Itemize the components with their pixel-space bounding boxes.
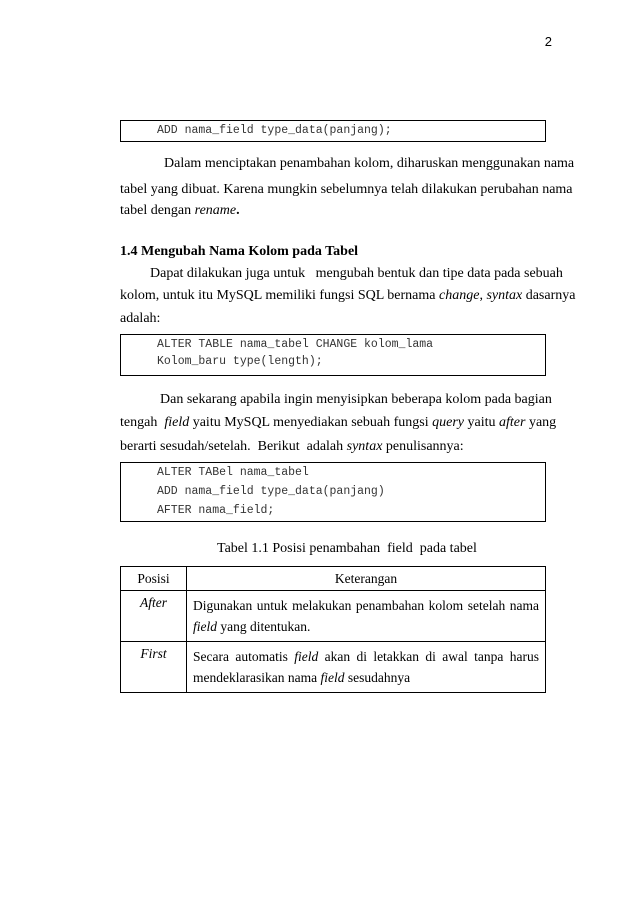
cell-text: Secara automatis bbox=[193, 649, 295, 664]
code-line: AFTER nama_field; bbox=[157, 504, 275, 517]
paragraph-text: yang bbox=[525, 415, 557, 430]
paragraph-line bbox=[120, 439, 546, 455]
code-line: Kolom_baru type(length); bbox=[157, 355, 323, 368]
section-heading: 1.4 Mengubah Nama Kolom pada Tabel bbox=[120, 244, 359, 259]
paragraph-line bbox=[164, 156, 575, 172]
table-cell-posisi: After bbox=[121, 591, 187, 642]
emphasis-text: rename bbox=[194, 203, 237, 218]
table-caption: Tabel 1.1 Posisi penambahan field pada tabel bbox=[217, 541, 477, 556]
paragraph-text: dasarnya bbox=[522, 288, 576, 303]
emphasis-text: query bbox=[432, 415, 464, 430]
code-line: ADD nama_field type_data(panjang); bbox=[157, 124, 392, 137]
table-row bbox=[121, 591, 546, 642]
emphasis-text: field bbox=[320, 670, 345, 685]
emphasis-text: field bbox=[294, 649, 319, 664]
table-header-keterangan: Keterangan bbox=[187, 567, 546, 591]
code-line: ALTER TABLE nama_tabel CHANGE kolom_lama bbox=[157, 338, 434, 351]
paragraph-line bbox=[120, 182, 573, 198]
table-cell-keterangan bbox=[187, 642, 546, 693]
paragraph-text: tengah bbox=[120, 415, 165, 430]
cell-text-line bbox=[193, 667, 539, 688]
paragraph-text: Dapat dilakukan juga untuk mengubah bentuk dan tipe data pada sebuah bbox=[150, 266, 563, 281]
paragraph-text: . bbox=[236, 203, 240, 218]
code-line: ADD nama_field type_data(panjang) bbox=[157, 485, 385, 498]
cell-text: mendeklarasikan nama bbox=[193, 670, 321, 685]
code-block-after-field bbox=[120, 462, 546, 522]
table-cell-posisi: First bbox=[121, 642, 187, 693]
paragraph-line bbox=[150, 266, 563, 282]
paragraph-text: Dan sekarang apabila ingin menyisipkan beberapa kolom pada bagian bbox=[160, 392, 552, 407]
code-block-change-column bbox=[120, 334, 546, 376]
cell-text-line bbox=[193, 616, 539, 637]
paragraph-text: kolom, untuk itu MySQL memiliki fungsi SQL bernama bbox=[120, 288, 439, 303]
code-line: ALTER TABel nama_tabel bbox=[157, 466, 309, 479]
cell-text: sesudahnya bbox=[344, 670, 411, 685]
paragraph-line bbox=[120, 288, 576, 304]
paragraph-line: adalah: bbox=[120, 311, 161, 326]
emphasis-text: field bbox=[164, 415, 190, 430]
cell-text-line bbox=[193, 646, 539, 667]
code-block-add-field bbox=[120, 120, 546, 142]
cell-text: Digunakan untuk melakukan penambahan kolom setelah nama bbox=[193, 598, 539, 613]
paragraph-text: tabel dengan bbox=[120, 203, 195, 218]
table-header-posisi: Posisi bbox=[121, 567, 187, 591]
cell-text: akan di letakkan di awal tanpa harus bbox=[318, 649, 539, 664]
position-table bbox=[120, 566, 546, 693]
paragraph-text: penulisannya: bbox=[382, 439, 464, 454]
page-number: 2 bbox=[544, 34, 552, 49]
emphasis-text: syntax bbox=[486, 288, 523, 303]
emphasis-text: syntax bbox=[346, 439, 383, 454]
table-row bbox=[121, 642, 546, 693]
paragraph-line bbox=[120, 203, 546, 219]
paragraph-text: , bbox=[479, 288, 487, 303]
paragraph-line bbox=[120, 415, 557, 431]
emphasis-text: after bbox=[499, 415, 526, 430]
paragraph-text: tabel yang dibuat. Karena mungkin sebelumnya telah dilakukan perubahan nama bbox=[120, 182, 573, 197]
paragraph-text: Dalam menciptakan penambahan kolom, diharuskan menggunakan nama bbox=[164, 156, 575, 171]
paragraph-line bbox=[160, 392, 552, 408]
paragraph-text: berarti sesudah/setelah. Berikut adalah bbox=[120, 439, 347, 454]
paragraph-text: yaitu bbox=[464, 415, 499, 430]
cell-text: yang ditentukan. bbox=[217, 619, 311, 634]
paragraph-text: yaitu MySQL menyediakan sebuah fungsi bbox=[189, 415, 433, 430]
table-cell-keterangan bbox=[187, 591, 546, 642]
table-header-row bbox=[121, 567, 546, 591]
emphasis-text: change bbox=[439, 288, 480, 303]
emphasis-text: field bbox=[193, 619, 217, 634]
